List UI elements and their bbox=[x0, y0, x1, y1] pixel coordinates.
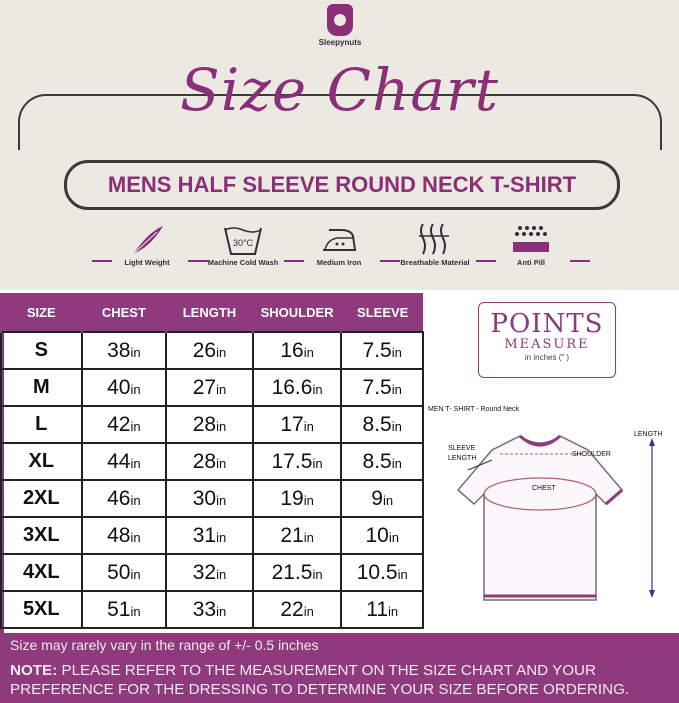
table-row bbox=[1, 554, 423, 591]
sleeve-value: 7.5 bbox=[362, 375, 392, 399]
svg-text:CHEST: CHEST bbox=[532, 485, 556, 492]
table-row bbox=[1, 332, 423, 369]
divider bbox=[380, 260, 400, 262]
care-label: Anti Pill bbox=[517, 258, 545, 267]
column-header: CHEST bbox=[82, 293, 167, 332]
chest-value: 48 bbox=[107, 523, 131, 547]
svg-text:LENGTH: LENGTH bbox=[634, 431, 663, 438]
sleeve-value: 8.5 bbox=[362, 412, 392, 436]
length-value: 33 bbox=[192, 597, 217, 621]
pom-title: POINTS bbox=[490, 309, 604, 339]
divider bbox=[188, 260, 208, 262]
unit-label: in bbox=[397, 566, 408, 582]
care-item-medium-iron bbox=[302, 222, 376, 267]
chest-cell bbox=[82, 517, 167, 554]
divider bbox=[284, 260, 304, 262]
unit-label: in bbox=[388, 529, 399, 545]
chest-value: 42 bbox=[107, 412, 131, 436]
unit-label: in bbox=[391, 455, 402, 471]
unit-label: in bbox=[130, 566, 141, 582]
unit-label: in bbox=[130, 455, 141, 471]
chest-value: 40 bbox=[107, 375, 131, 399]
iron-icon bbox=[302, 222, 376, 258]
sleeve-cell bbox=[341, 591, 423, 628]
unit-label: in bbox=[130, 381, 141, 397]
care-item-breathable bbox=[398, 222, 472, 267]
svg-text:SLEEVE: SLEEVE bbox=[448, 445, 476, 452]
length-cell bbox=[166, 480, 253, 517]
length-value: 28 bbox=[192, 449, 217, 473]
shoulder-value: 19 bbox=[280, 486, 304, 510]
length-cell bbox=[166, 554, 253, 591]
pom-subtitle: MEASURE bbox=[504, 337, 590, 352]
care-icons-row bbox=[92, 222, 592, 286]
sleeve-cell bbox=[341, 443, 423, 480]
sleeve-cell bbox=[341, 369, 423, 406]
unit-label: in bbox=[303, 603, 314, 619]
unit-label: in bbox=[130, 603, 141, 619]
shoulder-value: 17 bbox=[280, 412, 304, 436]
footer-note bbox=[0, 633, 679, 703]
shoulder-cell bbox=[253, 554, 342, 591]
breathable-icon bbox=[398, 222, 472, 258]
care-label: Light Weight bbox=[124, 258, 170, 267]
pom-unit-note: in inches (" ) bbox=[524, 353, 570, 362]
shoulder-cell bbox=[253, 443, 342, 480]
unit-label: in bbox=[216, 344, 227, 360]
sleeve-value: 11 bbox=[366, 597, 389, 621]
note-text: PLEASE REFER TO THE MEASUREMENT ON THE SIZE CHART AND YOUR PREFERENCE FOR THE DRESSING TO DETERMINE YOUR SIZE BEFORE ORDERING. bbox=[10, 662, 630, 698]
length-value: 30 bbox=[192, 486, 217, 510]
shoulder-cell bbox=[253, 406, 342, 443]
brand-name: Sleepynuts bbox=[318, 38, 362, 47]
length-cell bbox=[166, 332, 253, 369]
variance-note: Size may rarely vary in the range of +/- 0.5 inches bbox=[10, 637, 319, 653]
ordering-note bbox=[10, 661, 675, 699]
length-value: 28 bbox=[192, 412, 217, 436]
tshirt-diagram bbox=[430, 420, 679, 620]
anti-pill-icon bbox=[494, 222, 568, 258]
shoulder-cell bbox=[253, 591, 342, 628]
chest-value: 44 bbox=[107, 449, 131, 473]
note-label: NOTE: bbox=[10, 662, 58, 679]
sleeve-cell bbox=[341, 332, 423, 369]
care-label: Machine Cold Wash bbox=[207, 258, 279, 267]
unit-label: in bbox=[216, 529, 227, 545]
chest-cell bbox=[82, 554, 167, 591]
divider bbox=[476, 260, 496, 262]
size-cell: XL bbox=[1, 443, 82, 480]
divider bbox=[570, 260, 590, 262]
unit-label: in bbox=[303, 492, 314, 508]
size-cell: L bbox=[1, 406, 82, 443]
shoulder-cell bbox=[253, 480, 342, 517]
unit-label: in bbox=[216, 418, 227, 434]
size-cell: 3XL bbox=[1, 517, 82, 554]
size-table bbox=[0, 293, 424, 629]
size-cell: 2XL bbox=[1, 480, 82, 517]
chest-value: 50 bbox=[107, 560, 131, 584]
column-header: SIZE bbox=[1, 293, 82, 332]
sleeve-cell bbox=[341, 517, 423, 554]
chest-cell bbox=[82, 406, 167, 443]
product-subtitle: MENS HALF SLEEVE ROUND NECK T-SHIRT bbox=[64, 160, 620, 210]
chest-cell bbox=[82, 369, 167, 406]
care-item-light-weight bbox=[110, 222, 184, 267]
shoulder-value: 21.5 bbox=[271, 560, 313, 584]
care-label: Medium Iron bbox=[316, 258, 362, 267]
page-title: Size Chart bbox=[180, 56, 499, 124]
unit-label: in bbox=[312, 566, 323, 582]
chest-cell bbox=[82, 332, 167, 369]
shoulder-value: 16 bbox=[280, 338, 304, 362]
length-cell bbox=[166, 443, 253, 480]
table-row bbox=[1, 517, 423, 554]
unit-label: in bbox=[216, 492, 227, 508]
unit-label: in bbox=[130, 344, 141, 360]
shoulder-value: 21 bbox=[280, 523, 304, 547]
shoulder-value: 22 bbox=[280, 597, 304, 621]
table-row bbox=[1, 480, 423, 517]
chest-cell bbox=[82, 591, 167, 628]
brand-logo bbox=[300, 4, 380, 47]
unit-label: in bbox=[388, 603, 399, 619]
unit-label: in bbox=[216, 603, 227, 619]
chest-value: 46 bbox=[107, 486, 131, 510]
header-panel bbox=[0, 0, 679, 290]
machine-wash-icon bbox=[206, 222, 280, 258]
length-value: 31 bbox=[192, 523, 217, 547]
table-header-row bbox=[1, 293, 423, 332]
brand-mark-icon bbox=[327, 4, 353, 36]
unit-label: in bbox=[391, 344, 402, 360]
sleeve-value: 9 bbox=[371, 486, 383, 510]
size-cell: S bbox=[1, 332, 82, 369]
chest-cell bbox=[82, 480, 167, 517]
svg-text:30°C: 30°C bbox=[232, 238, 254, 248]
size-cell: 4XL bbox=[1, 554, 82, 591]
unit-label: in bbox=[216, 455, 227, 471]
size-cell: 5XL bbox=[1, 591, 82, 628]
sleeve-value: 7.5 bbox=[362, 338, 392, 362]
table-row bbox=[1, 443, 423, 480]
column-header: LENGTH bbox=[166, 293, 253, 332]
length-cell bbox=[166, 517, 253, 554]
care-item-machine-wash bbox=[206, 222, 280, 267]
unit-label: in bbox=[216, 566, 227, 582]
unit-label: in bbox=[130, 418, 141, 434]
unit-label: in bbox=[303, 344, 314, 360]
length-cell bbox=[166, 406, 253, 443]
unit-label: in bbox=[391, 418, 402, 434]
length-cell bbox=[166, 591, 253, 628]
unit-label: in bbox=[130, 492, 141, 508]
sleeve-value: 10 bbox=[365, 523, 389, 547]
chest-value: 38 bbox=[107, 338, 131, 362]
sleeve-value: 10.5 bbox=[356, 560, 398, 584]
chest-cell bbox=[82, 443, 167, 480]
unit-label: in bbox=[216, 381, 227, 397]
shoulder-cell bbox=[253, 369, 342, 406]
unit-label: in bbox=[391, 381, 402, 397]
length-value: 32 bbox=[192, 560, 217, 584]
shoulder-value: 16.6 bbox=[271, 375, 313, 399]
sleeve-cell bbox=[341, 406, 423, 443]
length-cell bbox=[166, 369, 253, 406]
points-of-measure-badge bbox=[478, 302, 616, 378]
column-header: SHOULDER bbox=[253, 293, 342, 332]
care-label: Breathable Material bbox=[400, 258, 470, 267]
sleeve-cell bbox=[341, 480, 423, 517]
shoulder-cell bbox=[253, 517, 342, 554]
sleeve-value: 8.5 bbox=[362, 449, 392, 473]
sleeve-cell bbox=[341, 554, 423, 591]
divider bbox=[92, 260, 112, 262]
svg-text:SHOULDER: SHOULDER bbox=[572, 451, 611, 458]
unit-label: in bbox=[312, 455, 323, 471]
table-row bbox=[1, 369, 423, 406]
svg-text:LENGTH: LENGTH bbox=[448, 455, 477, 462]
unit-label: in bbox=[303, 418, 314, 434]
diagram-caption: MEN T- SHIRT - Round Neck bbox=[428, 406, 520, 413]
table-row bbox=[1, 591, 423, 628]
feather-icon bbox=[110, 222, 184, 258]
size-cell: M bbox=[1, 369, 82, 406]
length-value: 26 bbox=[192, 338, 217, 362]
table-row bbox=[1, 406, 423, 443]
unit-label: in bbox=[312, 381, 323, 397]
unit-label: in bbox=[303, 529, 314, 545]
unit-label: in bbox=[130, 529, 141, 545]
care-item-anti-pill bbox=[494, 222, 568, 267]
column-header: SLEEVE bbox=[341, 293, 423, 332]
shoulder-cell bbox=[253, 332, 342, 369]
length-value: 27 bbox=[192, 375, 217, 399]
shoulder-value: 17.5 bbox=[271, 449, 313, 473]
chest-value: 51 bbox=[107, 597, 131, 621]
unit-label: in bbox=[382, 492, 394, 508]
